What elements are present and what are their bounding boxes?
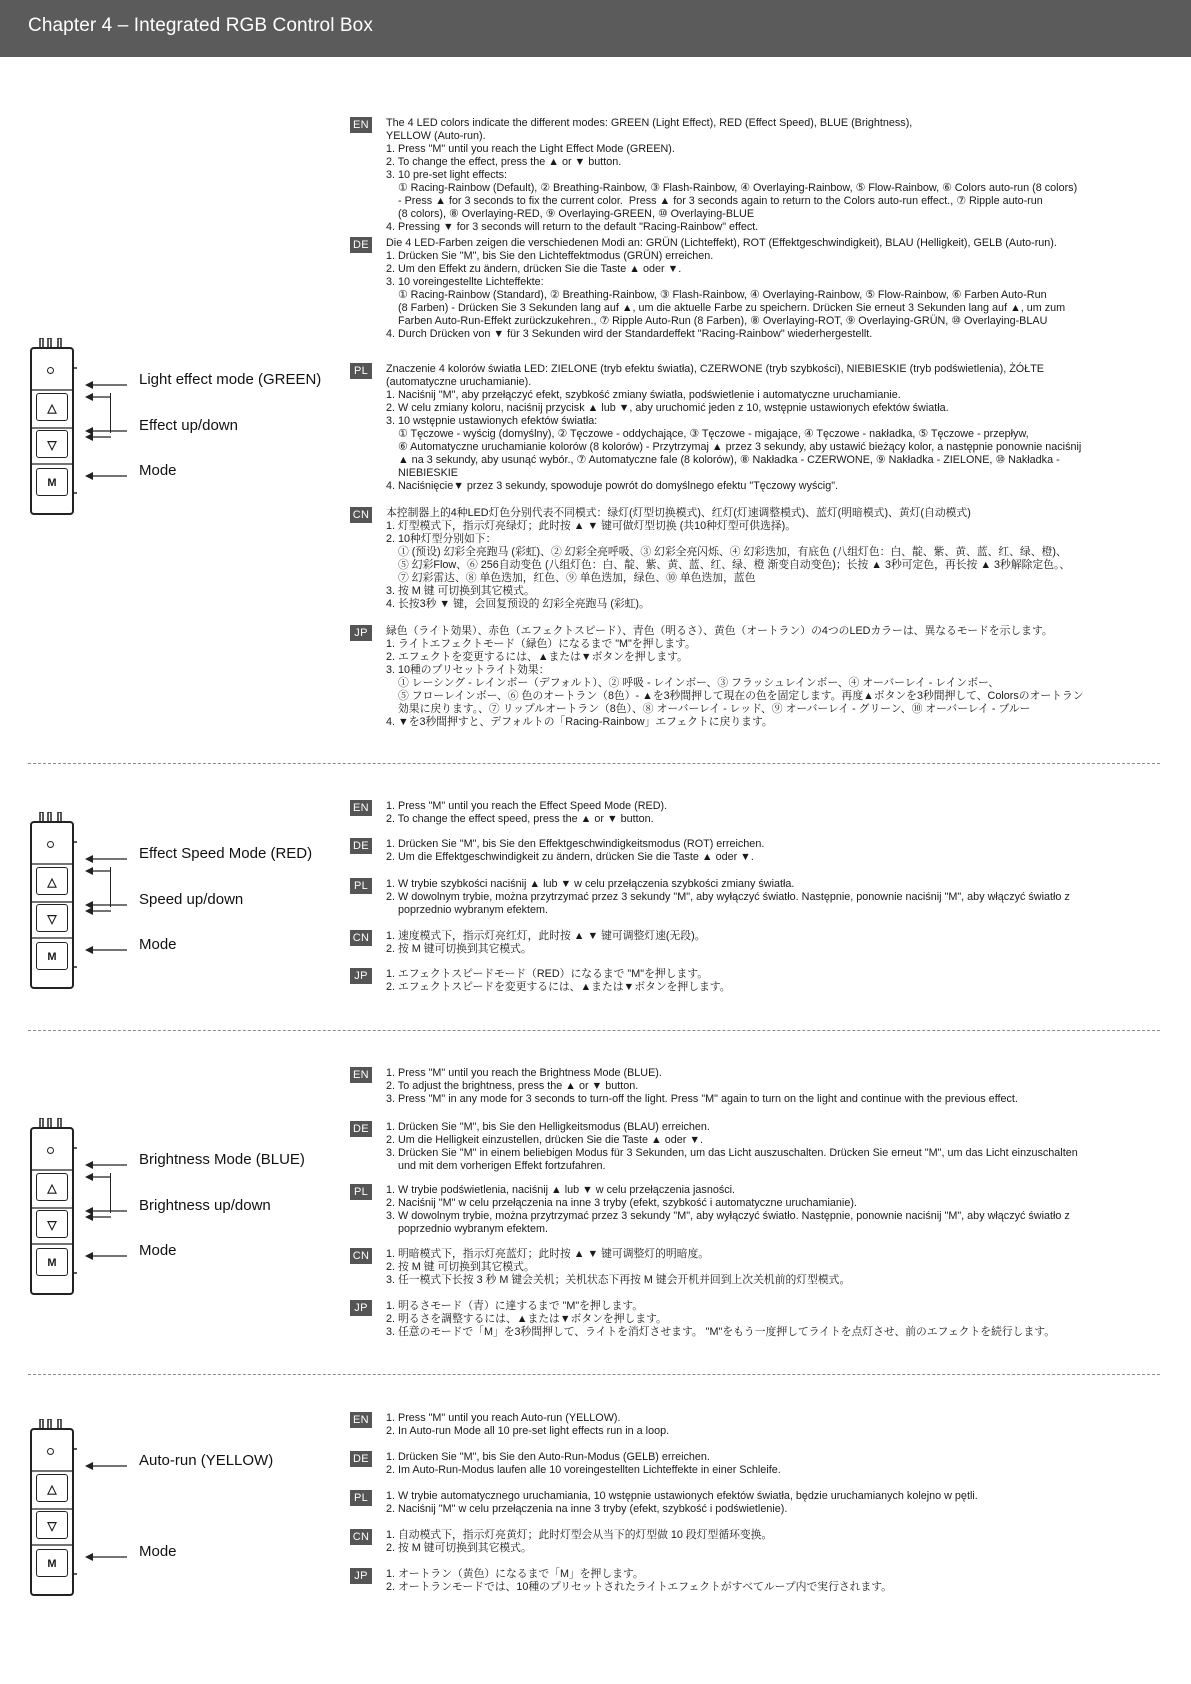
instruction-line: 2. オートランモードでは、10種のプリセットされたライトエフェクトがすべてループ内で実行されます。 bbox=[386, 1581, 892, 1593]
instruction-line: 2. Um die Helligkeit einzustellen, drücken Sie die Taste ▲ oder ▼. bbox=[386, 1134, 704, 1146]
language-tag: EN bbox=[350, 1067, 372, 1083]
instruction-text bbox=[386, 1490, 1168, 1516]
instruction-text bbox=[386, 1067, 1168, 1106]
m-button-icon: M bbox=[36, 942, 68, 970]
instruction-line: 2. エフェクトスピードを変更するには、▲または▼ボタンを押します。 bbox=[386, 981, 731, 993]
instruction-line: 1. 自动模式下，指示灯亮黄灯；此时灯型会从当下的灯型做 10 段灯型循环变换。 bbox=[386, 1529, 773, 1541]
instruction-line: 2. W dowolnym trybie, można przytrzymać przez 3 sekundy "M", aby wyłączyć światło. Następnie, ponownie naciśnij "M", aby włączyć światło z bbox=[386, 891, 1070, 903]
instruction-text bbox=[386, 968, 1168, 994]
language-tag: EN bbox=[350, 1412, 372, 1428]
instruction-line: 1. Press "M" until you reach the Brightness Mode (BLUE). bbox=[386, 1067, 662, 1079]
updown-callout-label: Speed up/down bbox=[139, 891, 244, 908]
instruction-line: (automatyczne uruchamianie). bbox=[386, 376, 532, 388]
instruction-text bbox=[386, 878, 1168, 917]
instruction-line: 1. Naciśnij "M", aby przełączyć efekt, szybkość zmiany światła, podświetlenie i automatyczne uruchamianie. bbox=[386, 389, 901, 401]
callout-arrow-icon bbox=[85, 1209, 111, 1227]
instruction-text bbox=[386, 800, 1168, 826]
instruction-line: 1. 灯型模式下，指示灯亮绿灯；此时按 ▲ ▼ 键可做灯型切换 (共10种灯型可供选择)。 bbox=[386, 520, 797, 532]
instruction-line: ⑤ 幻彩Flow、⑥ 256自动变色 (八组灯色：白、靛、紫、黄、蓝、红、绿、橙 渐变自动变色)；长按 ▲ 3秒可定色，再长按 ▲ 3秒解除定色。、 bbox=[386, 559, 1071, 571]
instruction-line: 2. 按 M 键 可切换到其它模式。 bbox=[386, 1261, 535, 1273]
language-tag: PL bbox=[350, 1490, 372, 1506]
instruction-line: ⑦ 幻彩雷达、⑧ 单色迭加，红色、⑨ 单色迭加，绿色、⑩ 单色迭加，蓝色 bbox=[386, 572, 756, 584]
instruction-line: und mit dem vorherigen Effekt fortzufahren. bbox=[386, 1160, 606, 1172]
section-divider bbox=[28, 1374, 1160, 1375]
language-tag: JP bbox=[350, 625, 372, 641]
instruction-line: ① Tęczowe - wyścig (domyślny), ② Tęczowe - oddychające, ③ Tęczowe - migające, ④ Tęczowe - nakładka, ⑤ Tęczowe - przepływ, bbox=[386, 428, 1029, 440]
callout-arrow-icon bbox=[85, 468, 127, 486]
instruction-line: 本控制器上的4种LED灯色分别代表不同模式：绿灯(灯型切换模式)、红灯(灯速调整模式)、蓝灯(明暗模式)、黄灯(自动模式) bbox=[386, 507, 971, 519]
led-indicator bbox=[47, 1147, 54, 1154]
instruction-line: 3. 按 M 键 可切换到其它模式。 bbox=[386, 585, 535, 597]
callout-arrow-icon bbox=[85, 1169, 111, 1187]
mode-callout-label: Auto-run (YELLOW) bbox=[139, 1452, 274, 1469]
instruction-line: 3. 任一模式下长按 3 秒 M 键会关机；关机状态下再按 M 键会开机并回到上次关机前的灯型模式。 bbox=[386, 1274, 851, 1286]
instruction-line: 1. オートラン（黄色）になるまで「M」を押します。 bbox=[386, 1568, 644, 1580]
instruction-line: 3. W dowolnym trybie, można przytrzymać przez 3 sekundy "M", aby wyłączyć światło. Następnie, ponownie naciśnij "M", aby włączyć światło z bbox=[386, 1210, 1070, 1222]
instruction-line: 1. 明暗模式下，指示灯亮蓝灯；此时按 ▲ ▼ 键可调整灯的明暗度。 bbox=[386, 1248, 710, 1260]
instruction-line: (8 colors), ⑧ Overlaying-RED, ⑨ Overlaying-GREEN, ⑩ Overlaying-BLUE bbox=[386, 208, 755, 220]
instruction-text bbox=[386, 625, 1168, 729]
instruction-text bbox=[386, 117, 1168, 234]
chapter-header bbox=[0, 0, 1191, 57]
instruction-line: 2. Naciśnij "M" w celu przełączenia na inne 3 tryby (efekt, szybkość i automatyczne uruchamianie). bbox=[386, 1197, 857, 1209]
instruction-text bbox=[386, 1529, 1168, 1555]
instruction-text bbox=[386, 1300, 1168, 1339]
callout-arrow-icon bbox=[85, 942, 127, 960]
section-divider bbox=[28, 763, 1160, 764]
down-button-icon: ▽ bbox=[36, 1511, 68, 1539]
m-callout-label: Mode bbox=[139, 936, 177, 953]
instruction-text bbox=[386, 1121, 1168, 1173]
down-button-icon: ▽ bbox=[36, 1210, 68, 1238]
mode-callout-label: Effect Speed Mode (RED) bbox=[139, 845, 313, 862]
callout-arrow-icon bbox=[85, 1458, 127, 1476]
instruction-line: 4. Durch Drücken von ▼ für 3 Sekunden wird der Standardeffekt "Racing-Rainbow" wiederhergestellt. bbox=[386, 328, 873, 340]
instruction-line: 1. エフェクトスピードモード（RED）になるまで "M"を押します。 bbox=[386, 968, 709, 980]
instruction-line: 2. To change the effect speed, press the ▲ or ▼ button. bbox=[386, 813, 654, 825]
language-tag: DE bbox=[350, 838, 372, 854]
instruction-line: 4. 长按3秒 ▼ 键，会回复预设的 幻彩全亮跑马 (彩虹)。 bbox=[386, 598, 650, 610]
instruction-line: 3. Press "M" in any mode for 3 seconds to turn-off the light. Press "M" again to turn on the light and continue with the previous effect. bbox=[386, 1093, 1018, 1105]
instruction-text bbox=[386, 1568, 1168, 1594]
instruction-line: Die 4 LED-Farben zeigen die verschiedenen Modi an: GRÜN (Lichteffekt), ROT (Effektgeschwindigkeit), BLAU (Helligkeit), GELB (Auto-run). bbox=[386, 237, 1057, 249]
instruction-line: - Press ▲ for 3 seconds to fix the current color. Press ▲ for 3 seconds again to return to the Colors auto-run effect., ⑦ Ripple auto-run bbox=[386, 195, 1043, 207]
m-callout-label: Mode bbox=[139, 1242, 177, 1259]
instruction-line: 1. Press "M" until you reach the Effect Speed Mode (RED). bbox=[386, 800, 668, 812]
instruction-line: 1. Drücken Sie "M", bis Sie den Auto-Run-Modus (GELB) erreichen. bbox=[386, 1451, 710, 1463]
callout-arrow-icon bbox=[85, 1248, 127, 1266]
instruction-line: ① Racing-Rainbow (Default), ② Breathing-Rainbow, ③ Flash-Rainbow, ④ Overlaying-Rainbow, ⑤ Flow-Rainbow, ⑥ Colors auto-run (8 colors) bbox=[386, 182, 1078, 194]
language-tag: EN bbox=[350, 117, 372, 133]
m-button-icon: M bbox=[36, 468, 68, 496]
language-tag: CN bbox=[350, 1529, 372, 1545]
instruction-line: NIEBIESKIE bbox=[386, 467, 459, 479]
instruction-line: 2. 10种灯型分别如下： bbox=[386, 533, 497, 545]
instruction-line: ▲ na 3 sekundy, aby usunąć wybór., ⑦ Automatyczne fale (8 kolorów), ⑧ Nakładka - CZERWONE, ⑨ Nakładka - ZIELONE, ⑩ Nakładka - bbox=[386, 454, 1060, 466]
led-indicator bbox=[47, 841, 54, 848]
language-tag: DE bbox=[350, 1121, 372, 1137]
up-button-icon: △ bbox=[36, 393, 68, 421]
instruction-text bbox=[386, 1184, 1168, 1236]
instruction-text bbox=[386, 930, 1168, 956]
instruction-line: 4. Naciśnięcie▼ przez 3 sekundy, spowoduje powrót do domyślnego efektu "Tęczowy wyścig". bbox=[386, 480, 839, 492]
language-tag: DE bbox=[350, 237, 372, 253]
m-callout-label: Mode bbox=[139, 1543, 177, 1560]
instruction-line: 2. Um die Effektgeschwindigkeit zu ändern, drücken Sie die Taste ▲ oder ▼. bbox=[386, 851, 754, 863]
down-button-icon: ▽ bbox=[36, 904, 68, 932]
language-tag: EN bbox=[350, 800, 372, 816]
m-button-icon: M bbox=[36, 1248, 68, 1276]
instruction-text bbox=[386, 507, 1168, 611]
instruction-line: 3. 任意のモードで「M」を3秒間押して、ライトを消灯させます。 "M"をもう一度押してライトを点灯させ、前のエフェクトを続行します。 bbox=[386, 1326, 1055, 1338]
instruction-line: 4. ▼を3秒間押すと、デフォルトの「Racing-Rainbow」エフェクトに戻ります。 bbox=[386, 716, 773, 728]
language-tag: JP bbox=[350, 1300, 372, 1316]
callout-arrow-icon bbox=[85, 429, 111, 447]
instruction-line: poprzednio wybranym efektem. bbox=[386, 904, 549, 916]
instruction-line: 3. 10 voreingestellte Lichteffekte: bbox=[386, 276, 544, 288]
instruction-line: 2. Naciśnij "M" w celu przełączenia na inne 3 tryby (efekt, szybkość i podświetlenie). bbox=[386, 1503, 788, 1515]
instruction-line: (8 Farben) - Drücken Sie 3 Sekunden lang auf ▲, um die aktuelle Farbe zu speichern. Drücken Sie erneut 3 Sekunden lang auf ▲, um zum bbox=[386, 302, 1066, 314]
instruction-line: 1. W trybie szybkości naciśnij ▲ lub ▼ w celu przełączenia szybkości zmiany światła. bbox=[386, 878, 795, 890]
instruction-line: 2. エフェクトを変更するには、▲または▼ボタンを押します。 bbox=[386, 651, 688, 663]
instruction-line: ⑤ フローレインボー、⑥ 色のオートラン（8色）- ▲を3秒間押して現在の色を固定します。再度▲ボタンを3秒間押して、Colorsのオートラン bbox=[386, 690, 1084, 702]
instruction-line: poprzednio wybranym efektem. bbox=[386, 1223, 549, 1235]
instruction-line: 1. Drücken Sie "M", bis Sie den Effektgeschwindigkeitsmodus (ROT) erreichen. bbox=[386, 838, 765, 850]
instruction-text bbox=[386, 1412, 1168, 1438]
instruction-line: 緑色（ライト効果）、赤色（エフェクトスピード）、青色（明るさ）、黄色（オートラン）の4つのLEDカラーは、異なるモードを示します。 bbox=[386, 625, 1053, 637]
instruction-line: 1. Press "M" until you reach Auto-run (YELLOW). bbox=[386, 1412, 621, 1424]
instruction-line: The 4 LED colors indicate the different modes: GREEN (Light Effect), RED (Effect Speed), BLUE (Brightness), bbox=[386, 117, 913, 129]
instruction-line: ① (预设) 幻彩全亮跑马 (彩虹)、② 幻彩全亮呼吸、③ 幻彩全亮闪烁、④ 幻彩迭加，有底色 (八组灯色：白、靛、紫、黄、蓝、红、绿、橙)、 bbox=[386, 546, 1067, 558]
instruction-line: 2. W celu zmiany koloru, naciśnij przycisk ▲ lub ▼, aby uruchomić jeden z 10, wstępnie ustawionych efektów światła. bbox=[386, 402, 949, 414]
language-tag: PL bbox=[350, 1184, 372, 1200]
instruction-line: 2. Um den Effekt zu ändern, drücken Sie die Taste ▲ oder ▼. bbox=[386, 263, 682, 275]
instruction-text bbox=[386, 363, 1168, 493]
section-divider bbox=[28, 1030, 1160, 1031]
up-button-icon: △ bbox=[36, 1474, 68, 1502]
instruction-line: 3. Drücken Sie "M" in einem beliebigen Modus für 3 Sekunden, um das Licht auszuschalten. Drücken Sie erneut "M", um das Licht einzuschalten bbox=[386, 1147, 1078, 1159]
m-callout-label: Mode bbox=[139, 462, 177, 479]
callout-arrow-icon bbox=[85, 863, 111, 881]
instruction-line: 1. W trybie automatycznego uruchamiania, 10 wstępnie ustawionych efektów światła, będzie uruchamianych kolejno w pętli. bbox=[386, 1490, 978, 1502]
instruction-line: 2. In Auto-run Mode all 10 pre-set light effects run in a loop. bbox=[386, 1425, 670, 1437]
instruction-line: ① レーシング - レインボー（デフォルト）、② 呼吸 - レインボー、③ フラッシュレインボー、④ オーバーレイ - レインボー、 bbox=[386, 677, 1000, 689]
language-tag: CN bbox=[350, 930, 372, 946]
instruction-line: 1. Drücken Sie "M", bis Sie den Helligkeitsmodus (BLAU) erreichen. bbox=[386, 1121, 710, 1133]
instruction-line: 2. To adjust the brightness, press the ▲ or ▼ button. bbox=[386, 1080, 639, 1092]
language-tag: PL bbox=[350, 363, 372, 379]
down-button-icon: ▽ bbox=[36, 430, 68, 458]
language-tag: JP bbox=[350, 1568, 372, 1584]
callout-arrow-icon bbox=[85, 389, 111, 407]
m-button-icon: M bbox=[36, 1549, 68, 1577]
instruction-line: 1. Press "M" until you reach the Light Effect Mode (GREEN). bbox=[386, 143, 675, 155]
instruction-line: 2. 明るさを調整するには、▲または▼ボタンを押します。 bbox=[386, 1313, 667, 1325]
instruction-text bbox=[386, 1451, 1168, 1477]
instruction-line: Znaczenie 4 kolorów światła LED: ZIELONE (tryb efektu światła), CZERWONE (tryb szybkości), NIEBIESKIE (tryb podświetlenia), ŻÓŁTE bbox=[386, 363, 1045, 375]
instruction-line: ① Racing-Rainbow (Standard), ② Breathing-Rainbow, ③ Flash-Rainbow, ④ Overlaying-Rainbow, ⑤ Flow-Rainbow, ⑥ Farben Auto-Run bbox=[386, 289, 1047, 301]
led-indicator bbox=[47, 1448, 54, 1455]
instruction-line: 2. 按 M 键可切换到其它模式。 bbox=[386, 943, 532, 955]
mode-callout-label: Light effect mode (GREEN) bbox=[139, 371, 322, 388]
callout-arrow-icon bbox=[85, 903, 111, 921]
instruction-line: 3. 10 wstępnie ustawionych efektów światła: bbox=[386, 415, 598, 427]
language-tag: DE bbox=[350, 1451, 372, 1467]
updown-callout-label: Brightness up/down bbox=[139, 1197, 271, 1214]
language-tag: CN bbox=[350, 1248, 372, 1264]
up-button-icon: △ bbox=[36, 867, 68, 895]
callout-arrow-icon bbox=[85, 1549, 127, 1567]
instruction-line: 3. 10種のプリセットライト効果： bbox=[386, 664, 550, 676]
language-tag: JP bbox=[350, 968, 372, 984]
instruction-text bbox=[386, 838, 1168, 864]
mode-callout-label: Brightness Mode (BLUE) bbox=[139, 1151, 305, 1168]
instruction-line: ⑥ Automatyczne uruchamianie kolorów (8 kolorów) - Przytrzymaj ▲ przez 3 sekundy, aby ustawić bieżący kolor, a następnie ponownie naciśnij bbox=[386, 441, 1082, 453]
language-tag: PL bbox=[350, 878, 372, 894]
instruction-line: 4. Pressing ▼ for 3 seconds will return to the default "Racing-Rainbow" effect. bbox=[386, 221, 759, 233]
instruction-line: 2. To change the effect, press the ▲ or ▼ button. bbox=[386, 156, 622, 168]
chapter-title: Chapter 4 – Integrated RGB Control Box bbox=[28, 15, 373, 36]
instruction-line: 1. 速度模式下，指示灯亮红灯，此时按 ▲ ▼ 键可调整灯速(无段)。 bbox=[386, 930, 706, 942]
language-tag: CN bbox=[350, 507, 372, 523]
instruction-line: 2. 按 M 键可切换到其它模式。 bbox=[386, 1542, 532, 1554]
instruction-line: Farben Auto-Run-Effekt zurückzukehren., ⑦ Ripple Auto-Run (8 Farben), ⑧ Overlaying-ROT, ⑨ Overlaying-GRÜN, ⑩ Overlaying-BLAU bbox=[386, 315, 1048, 327]
instruction-line: 1. ライトエフェクトモード（緑色）になるまで "M"を押します。 bbox=[386, 638, 696, 650]
instruction-line: 1. W trybie podświetlenia, naciśnij ▲ lub ▼ w celu przełączenia jasności. bbox=[386, 1184, 736, 1196]
instruction-line: YELLOW (Auto-run). bbox=[386, 130, 486, 142]
instruction-text bbox=[386, 1248, 1168, 1287]
instruction-line: 3. 10 pre-set light effects: bbox=[386, 169, 508, 181]
led-indicator bbox=[47, 367, 54, 374]
instruction-line: 1. Drücken Sie "M", bis Sie den Lichteffektmodus (GRÜN) erreichen. bbox=[386, 250, 714, 262]
instruction-line: 1. 明るさモード（青）に達するまで "M"を押します。 bbox=[386, 1300, 644, 1312]
instruction-line: 2. Im Auto-Run-Modus laufen alle 10 voreingestellten Lichteffekte in einer Schleife. bbox=[386, 1464, 781, 1476]
instruction-line: 効果に戻ります。、⑦ リップルオートラン（8色）、⑧ オーバーレイ - レッド、⑨ オーバーレイ - グリーン、⑩ オーバーレイ - ブルー bbox=[386, 703, 1031, 715]
up-button-icon: △ bbox=[36, 1173, 68, 1201]
instruction-text bbox=[386, 237, 1168, 341]
updown-callout-label: Effect up/down bbox=[139, 417, 238, 434]
